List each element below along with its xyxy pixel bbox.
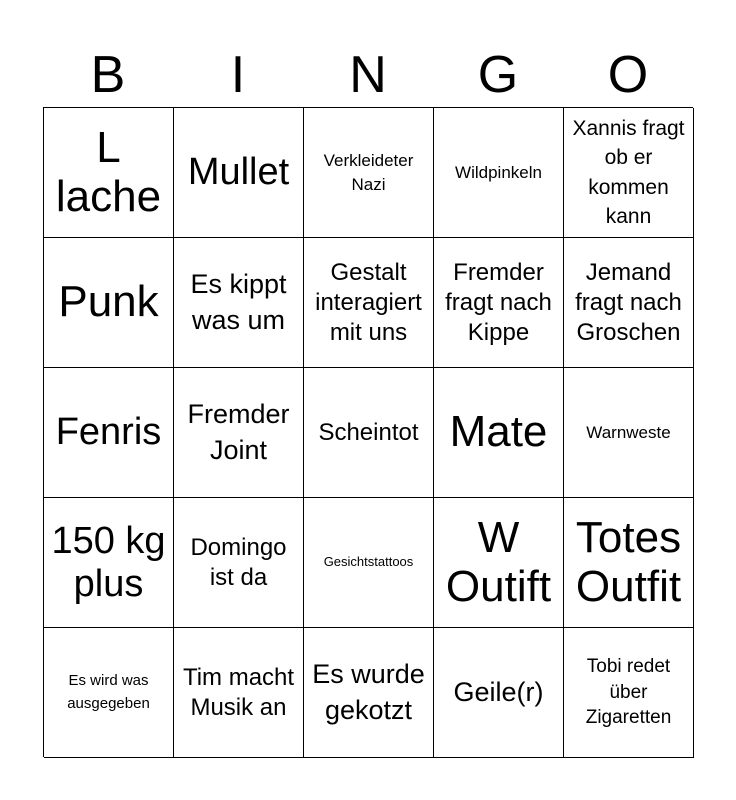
header-letter-g: G xyxy=(477,46,519,104)
bingo-cell[interactable]: Totes Outfit xyxy=(564,498,694,628)
bingo-cell[interactable]: Jemand fragt nach Groschen xyxy=(564,238,694,368)
bingo-cell[interactable]: Verkleideter Nazi xyxy=(304,108,434,238)
bingo-cell[interactable]: Fenris xyxy=(44,368,174,498)
header-letter-o: O xyxy=(607,46,649,104)
bingo-board xyxy=(43,107,693,757)
header-letter-i: I xyxy=(230,46,246,104)
bingo-cell[interactable]: Es wurde gekotzt xyxy=(304,628,434,758)
bingo-cell[interactable]: Fremder fragt nach Kippe xyxy=(434,238,564,368)
bingo-cell[interactable]: Tim macht Musik an xyxy=(174,628,304,758)
bingo-cell[interactable]: Wildpinkeln xyxy=(434,108,564,238)
bingo-cell[interactable]: Mate xyxy=(434,368,564,498)
bingo-cell[interactable]: Warnweste xyxy=(564,368,694,498)
bingo-cell[interactable]: Punk xyxy=(44,238,174,368)
bingo-cell[interactable]: Xannis fragt ob er kommen kann xyxy=(564,108,694,238)
bingo-cell[interactable]: W Outift xyxy=(434,498,564,628)
bingo-cell[interactable]: Es wird was ausgegeben xyxy=(44,628,174,758)
bingo-cell[interactable]: Es kippt was um xyxy=(174,238,304,368)
bingo-cell[interactable]: Tobi redet über Zigaretten xyxy=(564,628,694,758)
bingo-cell[interactable]: L lache xyxy=(44,108,174,238)
bingo-cell[interactable]: Domingo ist da xyxy=(174,498,304,628)
bingo-cell[interactable]: Scheintot xyxy=(304,368,434,498)
bingo-cell[interactable]: Fremder Joint xyxy=(174,368,304,498)
header-letter-b: B xyxy=(90,46,126,104)
header-letter-n: N xyxy=(349,46,387,104)
bingo-cell[interactable]: 150 kg plus xyxy=(44,498,174,628)
bingo-cell[interactable]: Mullet xyxy=(174,108,304,238)
bingo-header xyxy=(43,46,693,104)
bingo-cell[interactable]: Gesichtstattoos xyxy=(304,498,434,628)
bingo-cell[interactable]: Gestalt interagiert mit uns xyxy=(304,238,434,368)
bingo-cell[interactable]: Geile(r) xyxy=(434,628,564,758)
